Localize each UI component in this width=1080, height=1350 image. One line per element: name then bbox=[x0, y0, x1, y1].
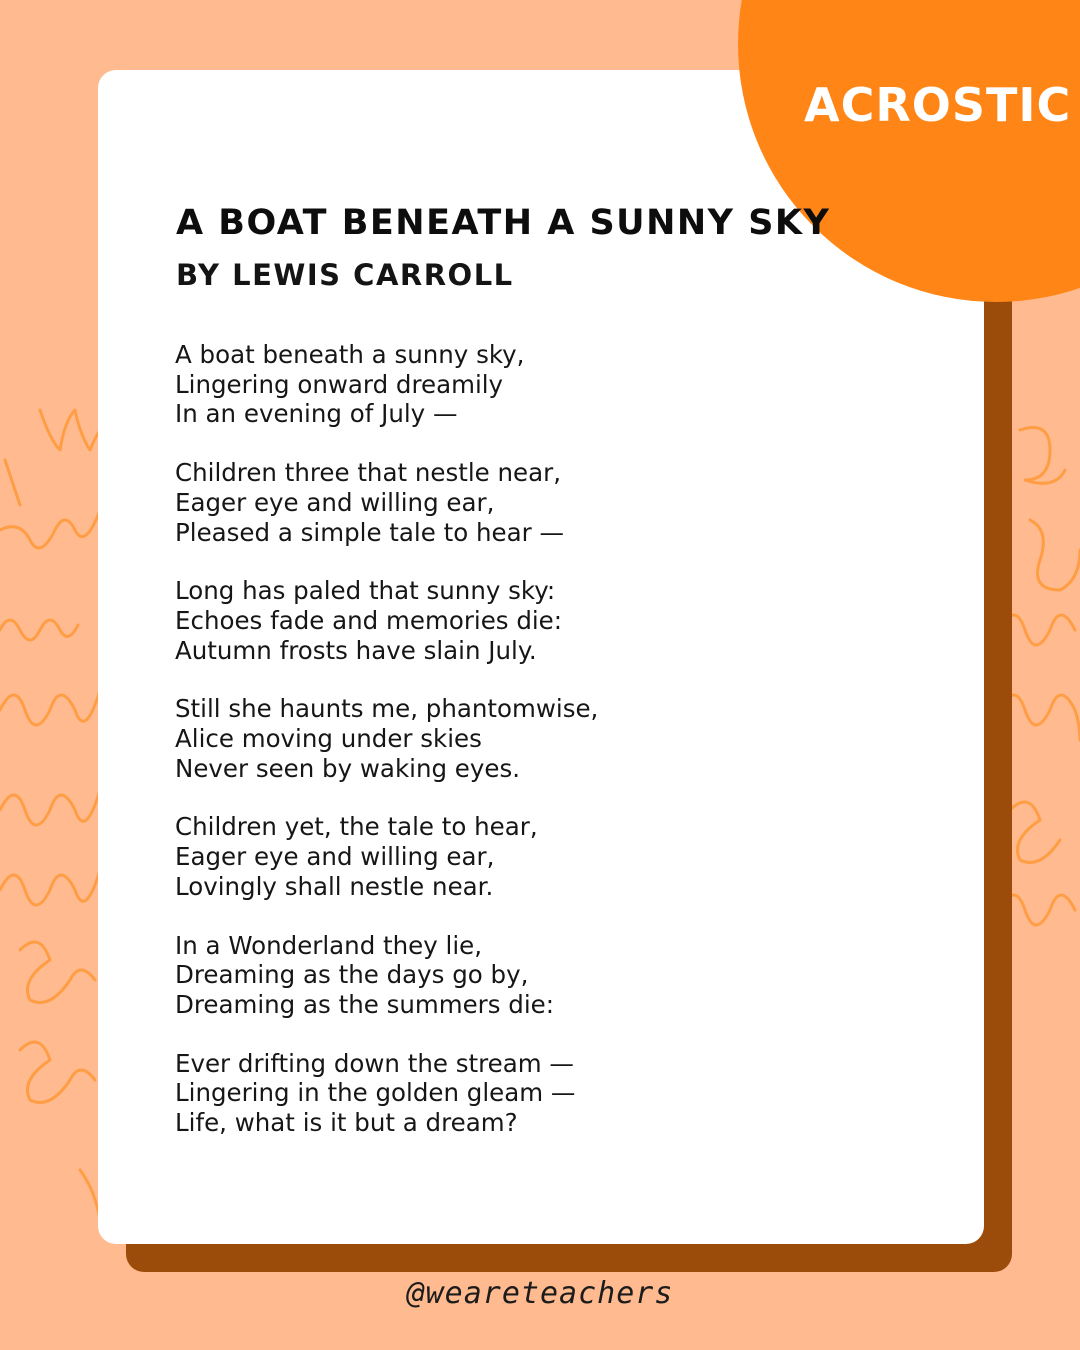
stanza bbox=[175, 340, 915, 429]
poem-line: Life, what is it but a dream? bbox=[175, 1108, 518, 1138]
poem-line: A boat beneath a sunny sky, bbox=[175, 340, 525, 369]
poem-line: Eager eye and willing ear, bbox=[175, 842, 495, 872]
poem-line: Lovingly shall nestle near. bbox=[175, 871, 494, 901]
poem-line: Dreaming as the days go by, bbox=[175, 960, 529, 990]
handwriting-scribble-graphic bbox=[0, 390, 110, 1250]
poem-line: In an evening of July — bbox=[175, 399, 458, 429]
poem-line: Lingering onward dreamily bbox=[175, 369, 504, 399]
poem-title: A BOAT BENEATH A SUNNY SKY bbox=[176, 203, 831, 243]
poem-line: Echoes fade and memories die: bbox=[175, 605, 563, 635]
poem-line: Eager eye and willing ear, bbox=[175, 487, 495, 517]
handwriting-decoration-left bbox=[0, 390, 110, 1250]
poem-line: Ever drifting down the stream — bbox=[175, 1048, 574, 1078]
poem-line: Children yet, the tale to hear, bbox=[175, 812, 538, 842]
stanza bbox=[175, 931, 915, 1020]
stanza bbox=[175, 458, 915, 547]
poem-line: Autumn frosts have slain July. bbox=[175, 635, 537, 665]
stanza bbox=[175, 812, 915, 901]
social-handle: @weareteachers bbox=[406, 1276, 674, 1311]
poem-line: Alice moving under skies bbox=[175, 724, 482, 754]
poem-line: Lingering in the golden gleam — bbox=[175, 1078, 576, 1108]
poem-line: Dreaming as the summers die: bbox=[175, 989, 554, 1019]
handwriting-decoration-right bbox=[1000, 410, 1080, 970]
stanza bbox=[175, 694, 915, 783]
poem-body bbox=[175, 340, 915, 1167]
handwriting-scribble-graphic bbox=[1000, 410, 1080, 970]
poem-line: In a Wonderland they lie, bbox=[175, 930, 483, 960]
poem-author: BY LEWIS CARROLL bbox=[176, 258, 514, 292]
stanza bbox=[175, 576, 915, 665]
poem-line: Long has paled that sunny sky: bbox=[175, 576, 556, 606]
poem-line: Children three that nestle near, bbox=[175, 458, 561, 488]
poem-line: Still she haunts me, phantomwise, bbox=[175, 694, 599, 724]
poem-line: Pleased a simple tale to hear — bbox=[175, 517, 564, 547]
stanza bbox=[175, 1049, 915, 1138]
category-badge-label: ACROSTIC bbox=[804, 78, 1072, 132]
poem-line: Never seen by waking eyes. bbox=[175, 753, 521, 783]
